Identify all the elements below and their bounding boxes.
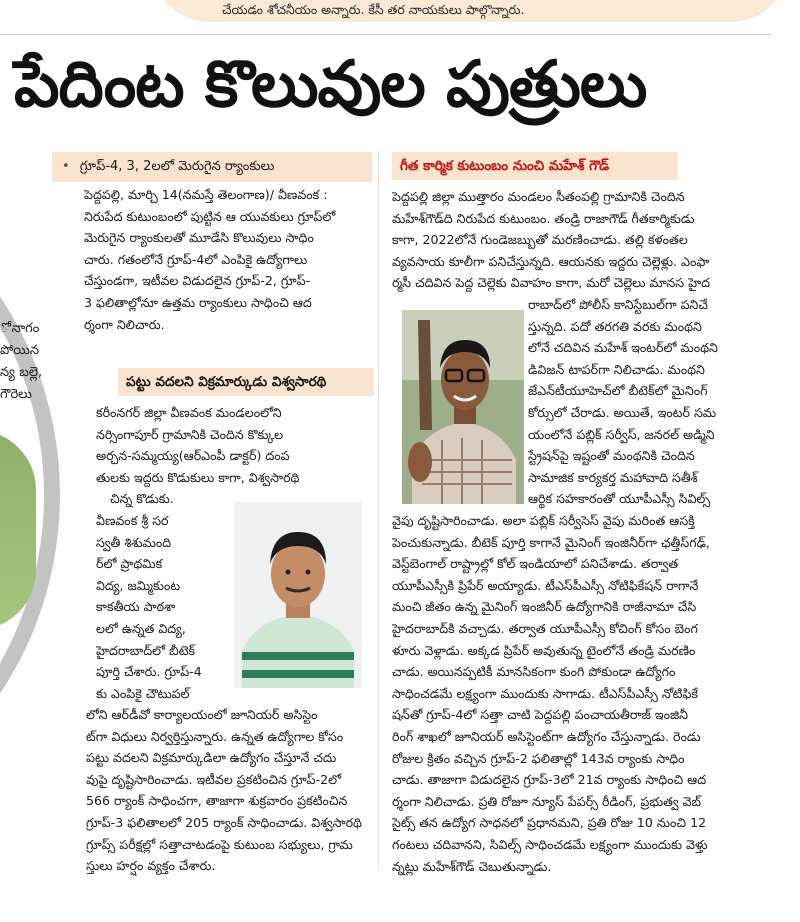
text-line: నిరుపేద కుటుంబంలో పుట్టిన ఆ యువకులు గ్రూప్‌లో	[84, 208, 336, 224]
subhead-mahesh-goud	[392, 152, 678, 180]
previous-article-text: చేయడం శోచనీయం అన్నారు. కేసీ తర నాయకులు పాల్గొన్నారు.	[222, 2, 525, 17]
left-story-narrow	[96, 510, 228, 704]
text-line: హైదరాబాద్‌లో బీటెక్	[96, 642, 196, 658]
text-line: న్నట్లు మహేశ్‌గౌడ్ చెబుతున్నాడు.	[392, 858, 552, 874]
divider-rule	[0, 34, 772, 35]
text-line: పూర్తి చేశారు. గ్రూప్-4	[96, 664, 202, 680]
fragment: న్య బల్లె,	[0, 365, 43, 380]
text-line: పెద్దపల్లి, మార్చి 14(నమస్తే తెలంగాణ)/ వీణవంక :	[84, 187, 328, 202]
text-line: రోజుల క్రితం వచ్చిన గ్రూప్-2 ఫలితాల్లో 143వ ర్యాంకు సాధిం	[392, 750, 685, 766]
fragment: గౌరెలు	[0, 387, 32, 402]
text-line: రాబాద్‌లో పోలీస్ కానిస్టేబుల్‌గా పనిచే	[528, 297, 708, 312]
text-line: వైపు దృష్టిసారించాడు. అలా పబ్లిక్ సర్వీసెస్ వైపు మరింత ఆసక్తి	[392, 513, 695, 528]
right-story-bottom	[392, 510, 770, 877]
text-line: గంటలు చదివానని, సివిల్స్ సాధించడమే లక్ష్యంగా ముందుకు వెళ్తు	[392, 836, 708, 852]
text-line: స్ట్రేషన్‌పై ఇష్టంతో మంథనికి చెందిన	[528, 448, 695, 464]
text-line: చారు. గతంలోనే గ్రూప్-4లో ఎంపికై ఉద్యోగాలు	[84, 251, 308, 267]
text-line: విద్య, జమ్మికుంట	[96, 577, 181, 593]
text-line: గ్రూప్స్ పరీక్షల్లో సత్తాచాటడంపై కుటుంబ సభ్యులు, గ్రామ	[86, 836, 353, 852]
text-line: వీణవంక శ్రీ సర	[96, 513, 169, 528]
right-story-top	[392, 186, 770, 294]
photo-mahesh-goud	[402, 310, 524, 504]
text-line: 566 ర్యాంక్ సాధించగా, తాజాగా శుక్రవారం ప్రకటించిన	[86, 793, 348, 809]
text-line: డివిజన్ టాపర్‌గా నిలిచాడు. మంథని	[528, 361, 705, 377]
text-line: లోని ఆర్‌డీవో కార్యాలయంలో జూనియర్ అసిస్టెం	[86, 707, 318, 722]
text-line: చిన్న కొడుకు.	[110, 491, 174, 507]
text-line: కాకతీయ పాఠశా	[96, 599, 176, 615]
text-line: స్వతీ శిశుమంది	[96, 534, 172, 550]
subhead-text: గీత కార్మిక కుటుంబం నుంచి మహేశ్ గౌడ్	[400, 158, 610, 174]
text-line: పెంచుకున్నాడు. బీటెక్ పూర్తి కాగానే మైనింగ్ ఇంజినీర్‌గా ఛత్తీస్‌గఢ్,	[392, 534, 710, 550]
intro-paragraph	[84, 184, 374, 335]
column-divider	[378, 150, 379, 870]
text-line: చాడు. తాజాగా విడుదలైన గ్రూప్-3లో 21వ ర్యాంకు సాధించి ఆద	[392, 772, 707, 788]
text-line: స్తున్నది. పదో తరగతి వరకు మంథని	[528, 318, 702, 334]
text-line: నర్సింగాపూర్ గ్రామానికి చెందిన కొక్కుల	[96, 426, 284, 442]
text-line: కరీంనగర్ జిల్లా వీణవంక మండలంలోని	[96, 405, 282, 420]
text-line: వెస్ట్‌బెంగాల్ రాష్ట్రాల్లో కోల్ ఇండియాలో పనిచేశాడు. తర్వాత	[392, 556, 679, 572]
text-line: తులకు ఇద్దరు కొడుకులు కాగా, విశ్వసారథి	[96, 469, 300, 485]
fragment: ో నాగం	[0, 321, 40, 336]
text-line: గ్రూప్-3 ఫలితాలలో 205 ర్యాంక్ సాధించాడు. విశ్వసారథి	[86, 814, 362, 830]
text-line: స్తులు హర్షం వ్యక్తం చేశారు.	[86, 858, 216, 874]
text-line: లలో ఉన్నత విద్య,	[96, 620, 186, 636]
text-line: సాధించడమే లక్ష్యంగా ముందుకు సాగాడు. టీఎస్‌పీఎస్సీ నోటిఫికే	[392, 685, 699, 701]
text-line: అర్చన-సమ్మయ్య(ఆర్‌ఎంపీ డాక్టర్) దంప	[96, 448, 290, 464]
text-line: మంచి జీతం ఉన్న మైనింగ్ ఇంజినీర్ ఉద్యోగానికి రాజీనామా చేసి	[392, 599, 697, 615]
right-story-narrow	[528, 294, 770, 510]
kicker-text: గ్రూప్-4, 3, 2లలో మెరుగైన ర్యాంకులు	[79, 159, 275, 174]
text-line: కాగా, 2022లోనే గుండెజబ్బుతో మరణించాడు. తల్లి కళంతల	[392, 232, 688, 248]
adjacent-article-fragments	[0, 318, 62, 406]
text-line: జేఎన్‌టీయూహెచ్‌లో బీటెక్‌లో మైనింగ్	[528, 383, 708, 399]
text-line: ట్‌గా విధులు నిర్వర్తిస్తున్నారు. ఉన్నత ఉద్యోగాల కోసం	[86, 728, 344, 744]
text-line: యంలోనే పబ్లిక్ సర్వీస్, జనరల్ అడ్మిని	[528, 426, 715, 442]
text-line: కు ఎంపికై చౌటుపల్	[96, 685, 190, 701]
kicker-box	[52, 152, 372, 182]
left-story-bottom	[86, 704, 376, 877]
text-line: ర్శంగా నిలిచాడు. ప్రతి రోజూ న్యూస్ పేపర్స్ రీడింగ్, ప్రభుత్వ వెబ్	[392, 793, 702, 809]
text-line: షన్‌తో గ్రూప్-4లో సత్తా చాటి పెద్దపల్లి పంచాయతీరాజ్ ఇంజినీ	[392, 707, 688, 723]
text-line: ళూరు వెళ్లాడు. అక్కడ ప్రిపేర్ అవుతున్న టైంలోనే తండ్రి మరణిం	[392, 642, 696, 658]
text-line: యూపీఎస్సీకి ప్రిపేర్ అయ్యాడు. టీఎస్‌పీఎస్సీ నోటిఫికేషన్ రాగానే	[392, 577, 699, 593]
text-line: ర్మసీ చదివిన పెద్ద చెల్లెకు వివాహం కాగా, మరో చెల్లెలు మానస హైద	[392, 275, 710, 291]
headline: పేదింట కొలువుల పుత్రులు	[14, 48, 647, 122]
photo-vishwasarathi	[234, 502, 362, 688]
text-line: మహేశ్‌గౌడ్‌ది నిరుపేద కుటుంబం. తండ్రి రాజాగౌడ్ గీతకార్మికుడు	[392, 210, 695, 226]
text-line: లోనే చదివిన మహేశ్ ఇంటర్‌లో మంథని	[528, 340, 718, 356]
text-line: పెద్దపల్లి జిల్లా ముత్తారం మండలం సీతంపల్లి గ్రామానికి చెందిన	[392, 189, 685, 204]
text-line: హైదరాబాద్‌కి వచ్చాడు. తర్వాత యూపీఎస్సీ కోచింగ్ కోసం బెంగ	[392, 620, 698, 636]
fragment: పోయిన	[0, 343, 40, 358]
left-story-top	[96, 402, 374, 510]
bullet-icon: •	[62, 159, 70, 174]
text-line: వ్యవసాయ కూలీగా పనిచేస్తున్నది. ఆయనకు ఇద్దరు చెల్లెళ్లు. ఎంఫా	[392, 253, 710, 269]
text-line: రింగ్ శాఖలో జూనియర్ అసిస్టెంట్‌గా ఉద్యోగం చేస్తున్నాడు. రెండు	[392, 728, 701, 744]
text-line: మెరుగైన ర్యాంకులతో మూడేసి కొలువులు సాధిం	[84, 230, 314, 246]
text-line: వుపై దృష్టిసారించాడు. ఇటీవల ప్రకటించిన గ్రూప్-2లో	[86, 771, 342, 787]
text-line: కోర్సులో చేరాడు. అయితే, ఇంటర్ సమ	[528, 404, 717, 420]
text-line: సామాజిక కార్యకర్త మహావాది సతీశ్	[528, 469, 698, 485]
text-line: పట్టు వదలని విక్రమార్కుడిలా ఉద్యోగం చేస్తూనే చదు	[86, 750, 337, 766]
subhead-text: పట్టు వదలని విక్రమార్కుడు విశ్వసారథి	[126, 374, 327, 390]
text-line: ర్శంగా నిలిచారు.	[84, 316, 165, 332]
text-line: ఆర్థిక సహకారంతో యూపీఎస్సీ సివిల్స్	[528, 491, 711, 507]
text-line: సైట్స్ తన ఉద్యోగ సాధనలో ప్రధానమని, ప్రతి రోజు 10 నుంచి 12	[392, 815, 707, 831]
text-line: చేస్తుండగా, ఇటీవల విడుదలైన గ్రూప్-2, గ్రూప్-	[84, 273, 311, 289]
subhead-vishwasarathi	[118, 368, 374, 396]
text-line: 3 ఫలితాల్లోనూ ఉత్తమ ర్యాంకులు సాధించి ఆద	[84, 294, 312, 310]
text-line: ర్‌లో ప్రాథమిక	[96, 556, 163, 572]
text-line: చాడు. అయినప్పటికీ మానసికంగా కుంగి పోకుండా ఉద్యోగం	[392, 664, 676, 680]
